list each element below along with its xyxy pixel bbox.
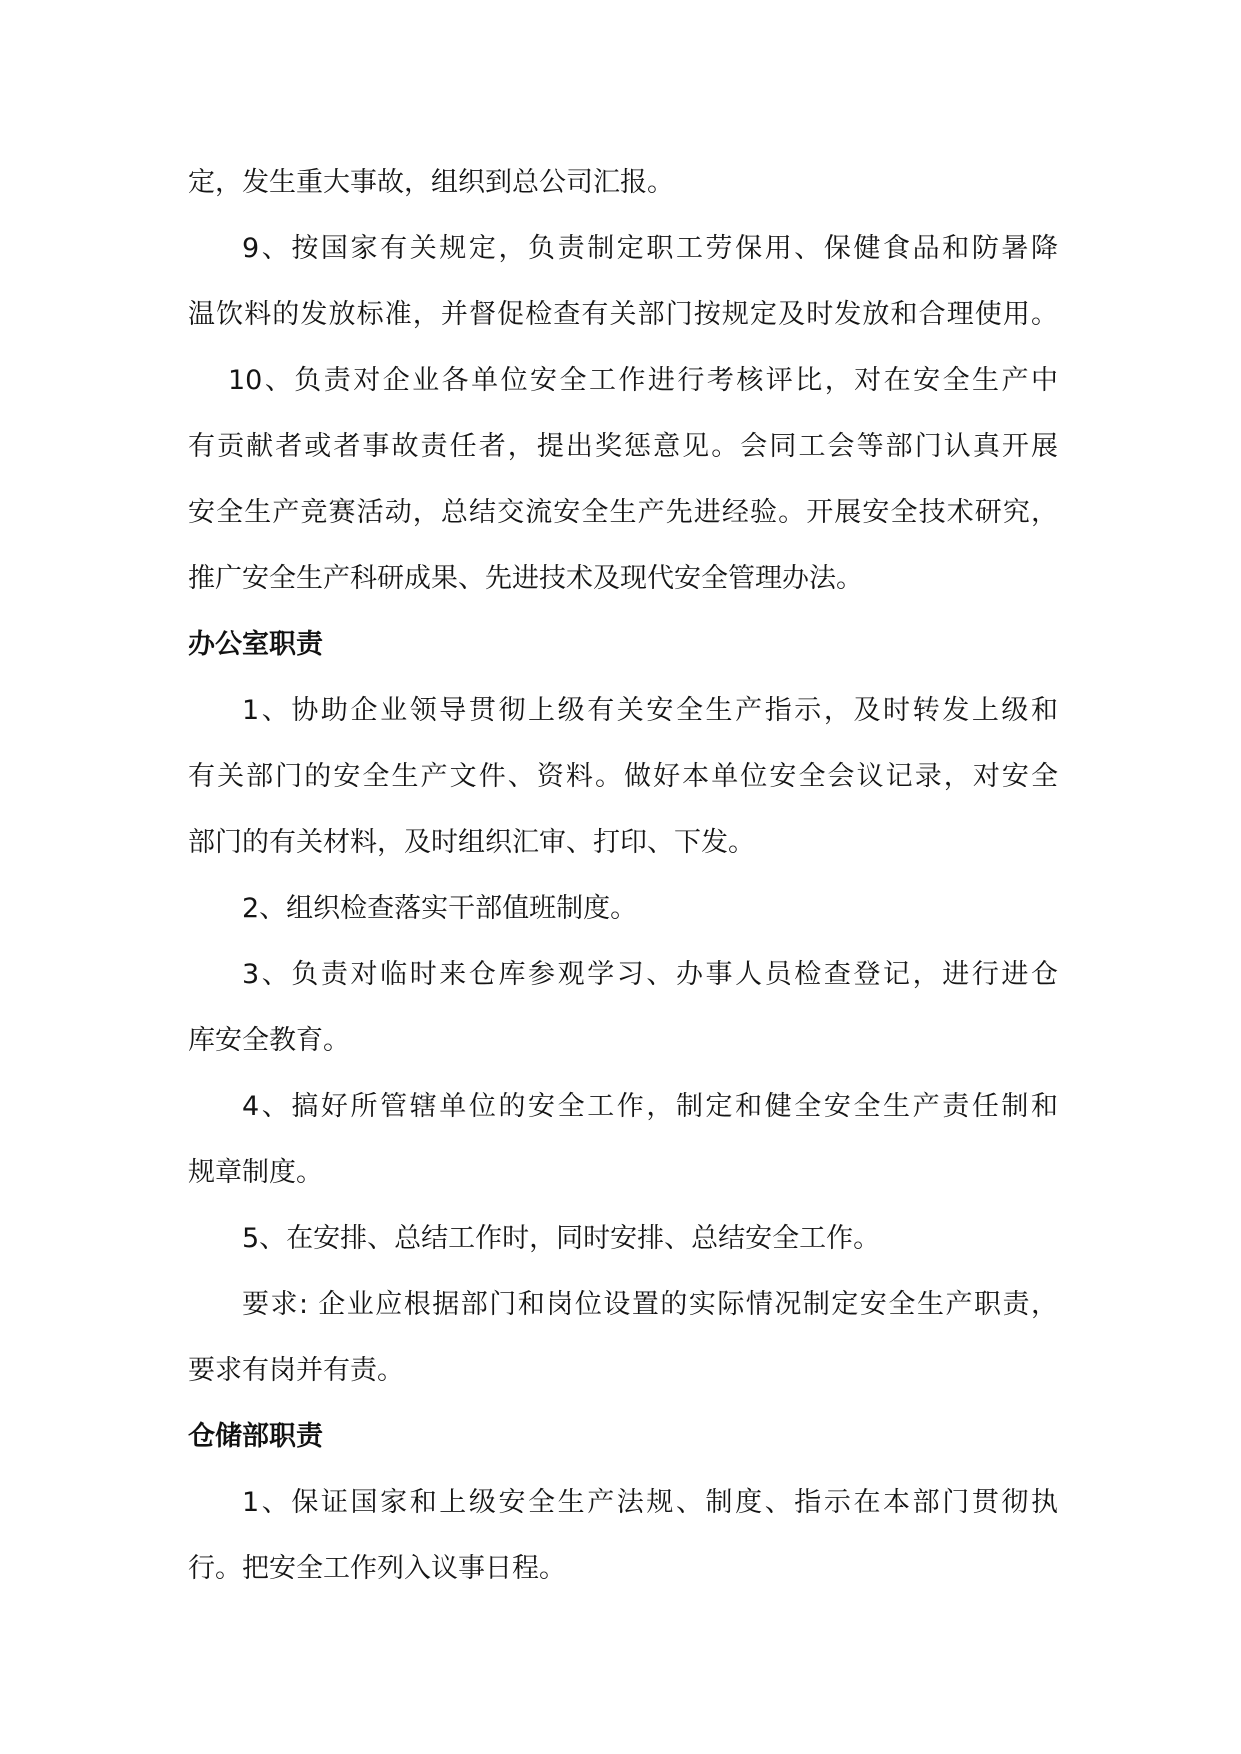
paragraph-line: 1、协助企业领导贯彻上级有关安全生产指示，及时转发上级和 (242, 695, 1058, 726)
section-heading-office: 办公室职责 (188, 629, 323, 660)
paragraph-line: 安全生产竞赛活动，总结交流安全生产先进经验。开展安全技术研究， (188, 497, 1058, 528)
paragraph-line: 行。把安全工作列入议事日程。 (188, 1553, 566, 1584)
paragraph-line: 2、组织检查落实干部值班制度。 (242, 893, 638, 924)
paragraph-line: 要求: 企业应根据部门和岗位设置的实际情况制定安全生产职责， (242, 1289, 1058, 1320)
paragraph-line: 1、保证国家和上级安全生产法规、制度、指示在本部门贯彻执 (242, 1487, 1058, 1518)
paragraph-line: 有贡献者或者事故责任者，提出奖惩意见。会同工会等部门认真开展 (188, 431, 1058, 462)
document-body (188, 157, 1058, 1609)
paragraph-line: 定，发生重大事故，组织到总公司汇报。 (188, 167, 674, 198)
paragraph-line: 库安全教育。 (188, 1025, 350, 1056)
paragraph-line: 9、按国家有关规定，负责制定职工劳保用、保健食品和防暑降 (242, 233, 1058, 264)
section-heading-warehouse: 仓储部职责 (188, 1421, 323, 1452)
paragraph-line: 推广安全生产科研成果、先进技术及现代安全管理办法。 (188, 563, 863, 594)
paragraph-line: 部门的有关材料，及时组织汇审、打印、下发。 (188, 827, 755, 858)
paragraph-line: 有关部门的安全生产文件、资料。做好本单位安全会议记录，对安全 (188, 761, 1058, 792)
paragraph-line: 5、在安排、总结工作时，同时安排、总结安全工作。 (242, 1223, 881, 1254)
paragraph-line: 温饮料的发放标准，并督促检查有关部门按规定及时发放和合理使用。 (188, 299, 1058, 330)
paragraph-line: 规章制度。 (188, 1157, 323, 1188)
paragraph-line: 3、负责对临时来仓库参观学习、办事人员检查登记，进行进仓 (242, 959, 1058, 990)
paragraph-line: 10、负责对企业各单位安全工作进行考核评比，对在安全生产中 (228, 365, 1058, 396)
paragraph-line: 4、搞好所管辖单位的安全工作，制定和健全安全生产责任制和 (242, 1091, 1058, 1122)
paragraph-line: 要求有岗并有责。 (188, 1355, 404, 1386)
